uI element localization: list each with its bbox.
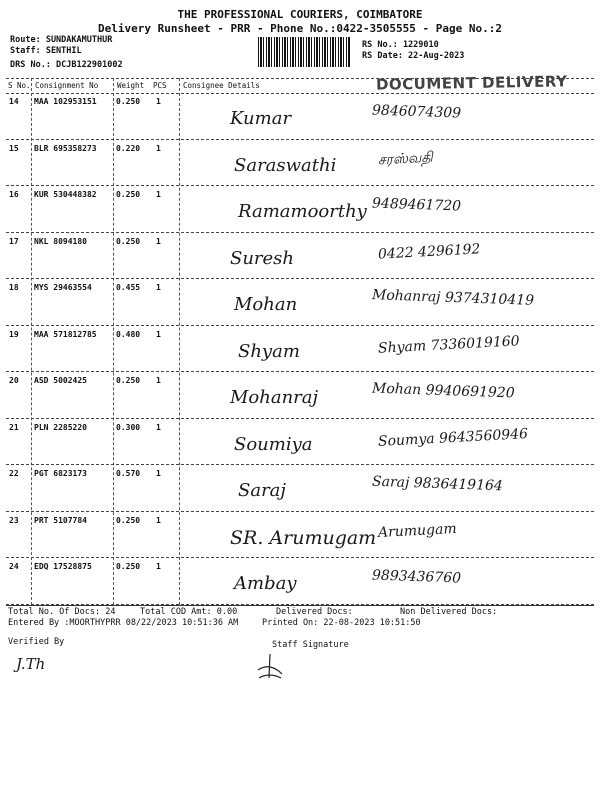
table-header-rule [6,93,594,94]
row-sno: 20 [9,376,19,385]
column-header-sno: S No. [8,81,31,90]
row-consignment-no: NKL 8094180 [34,236,87,246]
consignee-signature: Mohanraj 9374310419 [371,287,535,309]
row-pcs: 1 [156,515,161,525]
row-pcs: 1 [156,190,161,199]
route-label: Route: SUNDAKAMUTHUR [10,35,113,45]
row-divider [6,278,594,279]
row-sno: 23 [9,515,19,525]
row-sno: 21 [9,422,19,432]
row-divider [6,185,594,186]
column-header-consignment: Consignment No [35,81,99,90]
staff-signature-label: Staff Signature [272,640,349,650]
consignee-signature: Shyam 7336019160 [377,332,520,357]
consignee-name-handwritten: Mohan [234,294,298,315]
column-divider [31,78,32,605]
row-consignment-no: MAA 102953151 [34,97,97,106]
consignee-signature: 9489461720 [371,195,462,215]
total-docs: Total No. Of Docs: 24 [8,607,116,617]
row-consignment-no: EDQ 17528875 [34,562,92,571]
row-sno: 15 [9,143,19,153]
rs-number: RS No.: 1229010 [362,40,439,50]
row-consignment-no: PRT 5107784 [34,515,87,525]
row-sno: 24 [9,562,19,571]
staff-label: Staff: SENTHIL [10,46,82,56]
consignee-signature: Mohan 9940691920 [371,380,515,402]
row-weight: 0.250 [116,376,141,385]
consignee-name-handwritten: Saraswathi [234,154,337,176]
verifier-initials: J.Th [16,655,46,673]
row-consignment-no: BLR 695358273 [34,143,97,153]
document-delivery-stamp: DOCUMENT DELIVERY [375,72,568,94]
document-title: THE PROFESSIONAL COURIERS, COIMBATORE [177,8,423,21]
row-divider [6,557,594,558]
row-pcs: 1 [156,376,161,385]
delivered-docs: Delivered Docs: [276,607,353,617]
consignee-signature: 9893436760 [371,567,462,587]
row-divider [6,511,594,512]
row-consignment-no: ASD 5002425 [34,376,87,385]
row-consignment-no: PLN 2285220 [34,422,87,432]
column-divider [113,78,114,605]
consignee-signature: 0422 4296192 [377,240,481,263]
row-consignment-no: MYS 29463554 [34,283,92,292]
printed-on: Printed On: 22-08-2023 10:51:50 [262,618,421,628]
table-bottom-rule [6,605,594,606]
barcode-image [258,37,350,67]
row-weight: 0.570 [116,469,141,478]
row-divider [6,371,594,372]
row-sno: 17 [9,236,19,246]
row-consignment-no: PGT 6823173 [34,469,87,478]
row-sno: 14 [9,97,19,106]
total-cod-amount: Total COD Amt: 0.00 [140,607,238,617]
row-weight: 0.250 [116,236,141,246]
row-divider [6,139,594,140]
row-divider [6,232,594,233]
non-delivered-docs: Non Delivered Docs: [400,607,498,617]
column-divider [179,78,180,605]
consignee-signature: சரஸ்வதி [377,149,434,168]
consignee-name-handwritten: Shyam [238,340,300,362]
consignee-signature: Saraj 9836419164 [371,473,504,495]
rs-date: RS Date: 22-Aug-2023 [362,51,465,61]
row-weight: 0.300 [116,422,141,432]
row-weight: 0.250 [116,97,141,106]
row-weight: 0.250 [116,190,141,199]
row-pcs: 1 [156,329,161,339]
consignee-name-handwritten: SR. Arumugam [230,526,377,549]
consignee-name-handwritten: Ramamoorthy [238,201,367,222]
staff-signature-mark [255,652,285,682]
column-header-pcs: PCS [153,81,167,90]
document-subtitle: Delivery Runsheet - PRR - Phone No.:0422-3505555 - Page No.:2 [98,22,502,35]
row-pcs: 1 [156,143,161,153]
consignee-name-handwritten: Soumiya [234,433,313,455]
consignee-name-handwritten: Kumar [230,108,292,129]
row-weight: 0.250 [116,562,141,571]
entered-by: Entered By :MOORTHYPRR 08/22/2023 10:51:36 AM [8,618,239,628]
row-weight: 0.455 [116,283,141,292]
row-divider [6,325,594,326]
row-sno: 22 [9,469,19,478]
consignee-signature: Arumugam [377,520,458,541]
row-pcs: 1 [156,422,161,432]
consignee-name-handwritten: Suresh [230,247,295,269]
row-sno: 18 [9,283,19,292]
consignee-signature: 9846074309 [371,102,462,122]
row-pcs: 1 [156,469,161,478]
column-header-consignee: Consignee Details [183,81,260,90]
row-consignment-no: MAA 571812785 [34,329,97,339]
drs-number: DRS No.: DCJB122901002 [10,60,123,70]
row-weight: 0.250 [116,515,141,525]
row-weight: 0.220 [116,143,141,153]
row-divider [6,464,594,465]
row-sno: 19 [9,329,19,339]
row-divider [6,418,594,419]
table-top-rule [6,78,594,79]
row-pcs: 1 [156,562,161,571]
column-header-weight: Weight [117,81,145,90]
row-sno: 16 [9,190,19,199]
row-pcs: 1 [156,283,161,292]
row-pcs: 1 [156,236,161,246]
row-pcs: 1 [156,97,161,106]
consignee-name-handwritten: Saraj [238,480,286,501]
verified-by-label: Verified By [8,637,65,647]
consignee-signature: Soumya 9643560946 [377,425,529,450]
row-consignment-no: KUR 530448382 [34,190,97,199]
consignee-name-handwritten: Ambay [234,573,297,594]
consignee-name-handwritten: Mohanraj [230,387,319,408]
row-weight: 0.480 [116,329,141,339]
